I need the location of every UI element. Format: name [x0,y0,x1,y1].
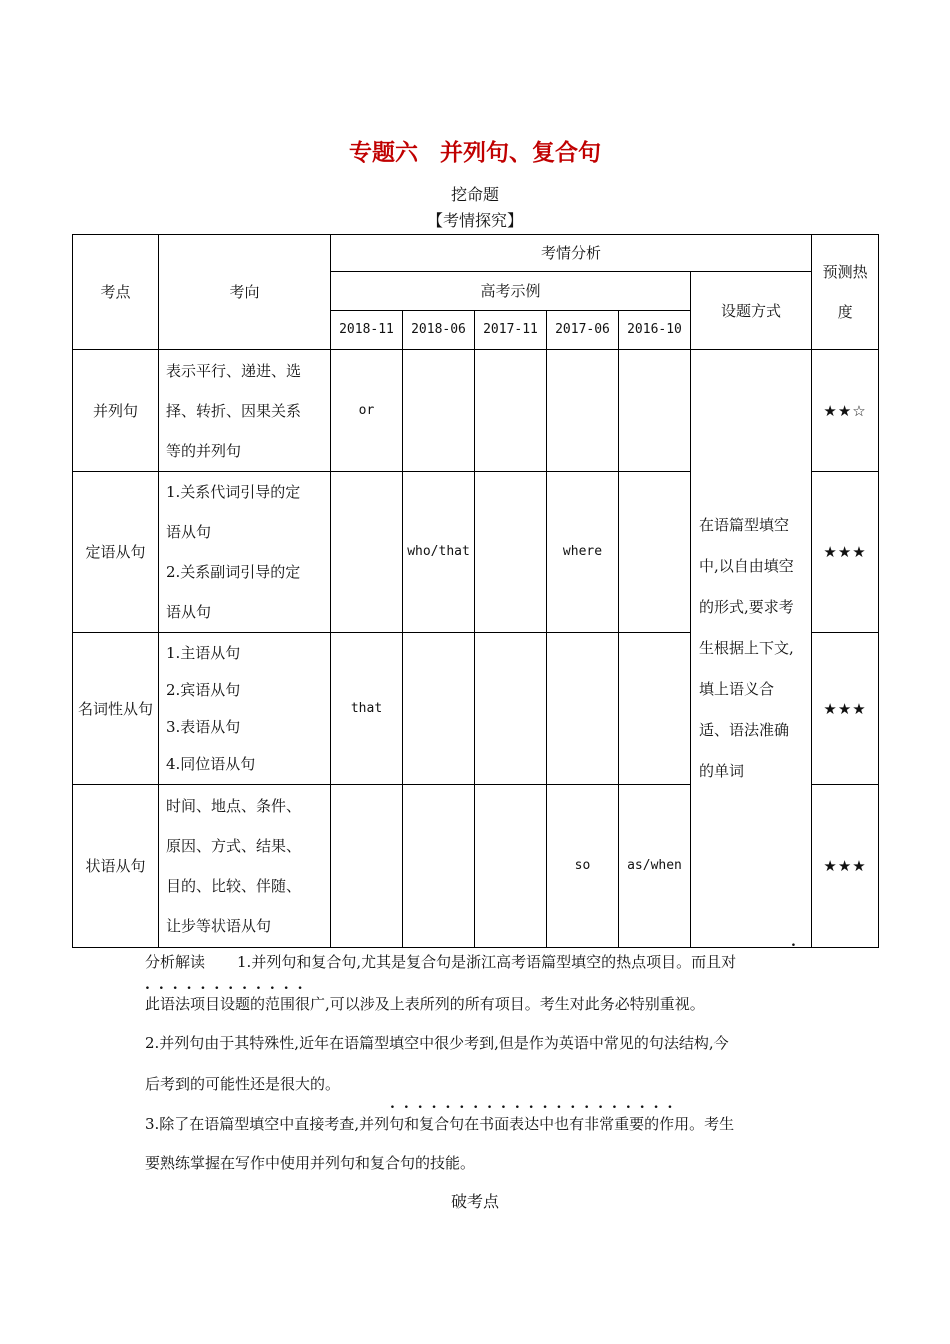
kaodian-cell: 并列句 [73,350,159,472]
kaoxiang-line: 1.关系代词引导的定 [166,483,301,501]
example-cell [547,350,619,472]
title-topic-number: 专题六 [349,140,418,166]
example-cell [619,633,691,785]
example-cell [475,350,547,472]
example-cell: where [547,472,619,633]
kaoxiang-line: 择、转折、因果关系 [166,401,302,420]
year-cell: 2016-10 [619,311,691,350]
analysis-line: 3.除了在语篇型填空中直接考查,并列句和复合句在书面表达中也有非常重要的作用。考生 [145,1115,735,1133]
analysis-line: 2.并列句由于其特殊性,近年在语篇型填空中很少考到,但是作为英语中常见的句法结构,今 [145,1034,729,1052]
kaoxiang-line: 1.主语从句 [166,643,241,662]
kaoxiang-cell [159,633,331,785]
example-cell: that [331,633,403,785]
sub-heading: 【考情探究】 [426,211,523,230]
example-cell [403,633,475,785]
kaoxiang-line: 语从句 [166,603,212,621]
footer-heading: 破考点 [450,1192,499,1211]
emphasis-dots: . [791,934,796,950]
kaoxiang-line: 表示平行、递进、选 [166,361,302,380]
header-method: 设题方式 [691,272,812,350]
analysis-line [145,951,736,972]
kaoxiang-cell [159,350,331,472]
kaodian-cell: 定语从句 [73,472,159,633]
header-analysis: 考情分析 [331,235,812,272]
example-cell: so [547,785,619,948]
kaoxiang-line: 2.关系副词引导的定 [166,563,301,581]
kaoxiang-line: 3.表语从句 [166,717,241,736]
example-cell: as/when [619,785,691,948]
year-cell: 2018-06 [403,311,475,350]
example-cell [403,350,475,472]
kaoxiang-line: 目的、比较、伴随、 [166,877,302,895]
example-cell [331,785,403,948]
analysis-label: 分析解读 [145,953,206,971]
analysis-line: 要熟练掌握在写作中使用并列句和复合句的技能。 [145,1154,476,1172]
example-cell [547,633,619,785]
example-cell [331,472,403,633]
kaoxiang-line: 让步等状语从句 [166,917,272,935]
kaodian-cell: 状语从句 [73,785,159,948]
kaoxiang-line: 原因、方式、结果、 [166,837,302,855]
kaoxiang-line: 2.宾语从句 [166,680,241,699]
example-cell [619,350,691,472]
emphasis-dots: ............ [145,977,312,993]
year-cell: 2017-06 [547,311,619,350]
kaoxiang-line: 时间、地点、条件、 [166,797,302,815]
header-kaoxiang: 考向 [159,235,331,350]
example-cell: or [331,350,403,472]
header-kaodian: 考点 [73,235,159,350]
kaoxiang-cell [159,472,331,633]
heat-stars: ★★☆ [812,350,879,472]
kaoxiang-line: 4.同位语从句 [166,754,256,773]
example-cell [475,785,547,948]
heat-stars: ★★★ [812,472,879,633]
analysis-line: 后考到的可能性还是很大的。 [145,1075,341,1093]
header-heat: 预测热度 [812,235,879,350]
kaoxiang-cell [159,785,331,948]
header-examples: 高考示例 [331,272,691,311]
page-title [0,134,950,167]
emphasis-dots: ..................... [390,1096,682,1112]
kaoxiang-line: 等的并列句 [166,441,242,460]
example-cell: who/that [403,472,475,633]
heat-stars: ★★★ [812,785,879,948]
analysis-text: 1.并列句和复合句,尤其是复合句是浙江高考语篇型填空的热点项目。而且对 [237,953,737,971]
year-cell: 2017-11 [475,311,547,350]
example-cell [403,785,475,948]
kaoxiang-line: 语从句 [166,523,212,541]
heat-stars: ★★★ [812,633,879,785]
method-cell: 在语篇型填空中,以自由填空的形式,要求考生根据上下文,填上语义合适、语法准确的单词 [691,350,812,948]
section-heading: 挖命题 [450,185,499,204]
kaodian-cell: 名词性从句 [73,633,159,785]
title-topic-name: 并列句、复合句 [440,140,601,166]
exam-analysis-table [72,234,879,948]
example-cell [475,633,547,785]
year-cell: 2018-11 [331,311,403,350]
example-cell [475,472,547,633]
analysis-line: 此语法项目设题的范围很广,可以涉及上表所列的所有项目。考生对此务必特别重视。 [145,995,705,1013]
example-cell [619,472,691,633]
